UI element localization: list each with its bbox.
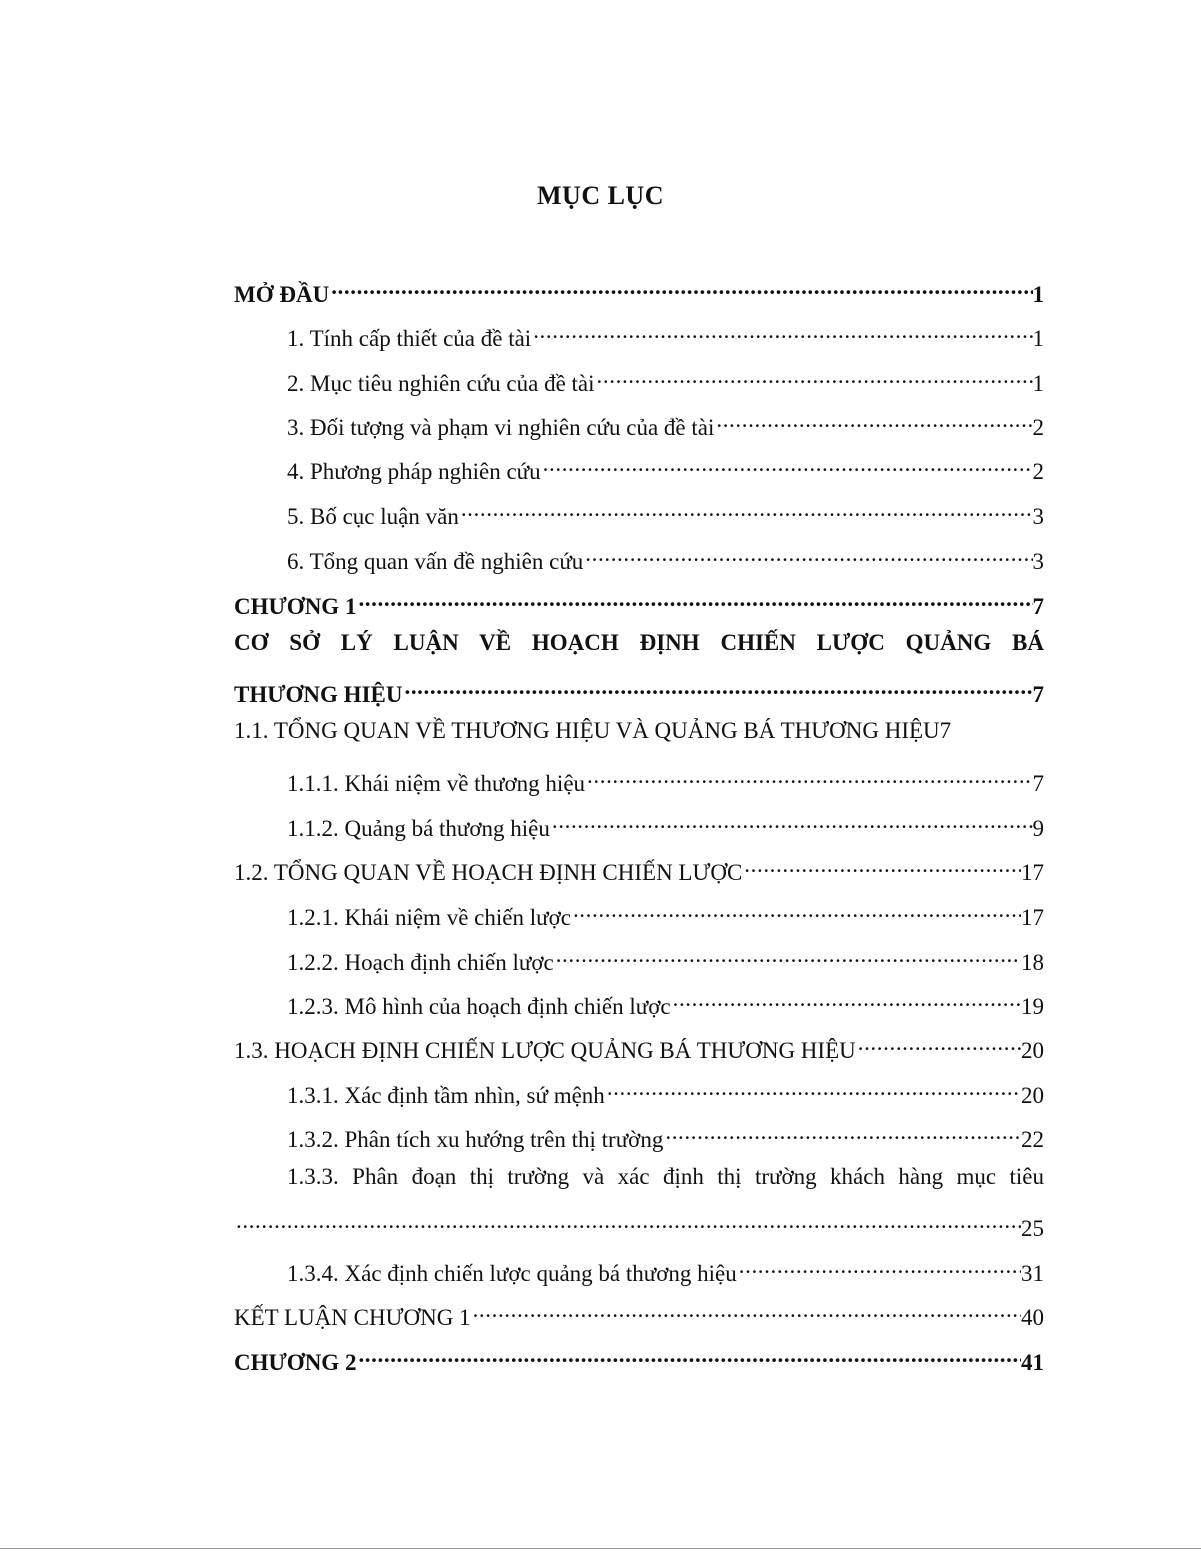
dot-leader [742,850,1021,880]
toc-entry-1-2[interactable] [234,850,1044,888]
toc-entry-5[interactable] [287,494,1044,532]
toc-entry-page: 3 [1032,549,1044,574]
dot-leader [856,1028,1021,1058]
toc-entry-page: 20 [1021,1038,1044,1063]
dot-leader [550,806,1033,836]
dot-leader [459,494,1033,524]
toc-entry-page: 7 [1032,594,1044,619]
toc-entry-co-so-ly-luan-line1[interactable]: CƠ SỞ LÝ LUẬN VỀ HOẠCH ĐỊNH CHIẾN LƯỢC QUẢNG BÁ [234,630,1044,655]
toc-entry-co-so-ly-luan[interactable] [234,672,1044,710]
toc-entry-page: 3 [1032,504,1044,529]
toc-entry-page: 41 [1021,1350,1044,1375]
dot-leader [595,361,1033,391]
toc-entry-1-2-2[interactable] [287,940,1044,978]
dot-leader [356,1340,1021,1370]
toc-entry-label: CHƯƠNG 2 [234,1350,357,1375]
toc-entry-mo-dau[interactable] [234,272,1044,310]
toc-entry-label: 6. Tổng quan vấn đề nghiên cứu [287,549,584,574]
toc-entry-1-3-1[interactable] [287,1073,1044,1111]
toc-entry-page: 1 [1032,371,1044,396]
dot-leader [531,316,1032,346]
dot-leader [663,1117,1021,1147]
toc-entry-1-1-1[interactable] [287,761,1044,799]
dot-leader [471,1295,1021,1325]
toc-entry-ket-luan-chuong-1[interactable] [234,1295,1044,1333]
toc-entry-page: 25 [1021,1216,1044,1241]
toc-entry-1-3[interactable] [234,1028,1044,1066]
dot-leader [737,1251,1021,1281]
dot-leader [234,1206,1021,1236]
toc-entry-4[interactable] [287,449,1044,487]
toc-entry-label: 1.3.4. Xác định chiến lược quảng bá thương hiệu [287,1261,737,1286]
toc-entry-1-3-4[interactable] [287,1251,1044,1289]
dot-leader [583,539,1032,569]
toc-entry-label: 3. Đối tượng và phạm vi nghiên cứu của đề tài [287,415,715,440]
dot-leader [605,1073,1021,1103]
toc-entry-label: 1.1.2. Quảng bá thương hiệu [287,816,550,841]
toc-entry-page: 17 [1021,860,1044,885]
toc-entry-1-3-3[interactable] [234,1206,1044,1244]
dot-leader [402,672,1032,702]
toc-entry-page: 1 [1032,282,1044,307]
dot-leader [571,895,1021,925]
toc-entry-page: 19 [1021,994,1044,1019]
toc-entry-label: MỞ ĐẦU [234,282,330,307]
toc-entry-1-2-1[interactable] [287,895,1044,933]
toc-entry-label: 1.2. TỔNG QUAN VỀ HOẠCH ĐỊNH CHIẾN LƯỢC [234,860,743,885]
toc-entry-label: 1.2.3. Mô hình của hoạch định chiến lược [287,994,671,1019]
toc-entry-label: 1.2.2. Hoạch định chiến lược [287,950,554,975]
toc-entry-2[interactable] [287,361,1044,399]
toc-entry-page: 20 [1021,1083,1044,1108]
toc-entry-chuong-2[interactable] [234,1340,1044,1378]
toc-entry-1-1-2[interactable] [287,806,1044,844]
toc-entry-page: 7 [1032,771,1044,796]
toc-entry-label: 4. Phương pháp nghiên cứu [287,459,541,484]
toc-entry-label: KẾT LUẬN CHƯƠNG 1 [234,1305,471,1330]
toc-entry-label: 1.3. HOẠCH ĐỊNH CHIẾN LƯỢC QUẢNG BÁ THƯƠNG HIỆU [234,1038,856,1063]
toc-entry-page: 2 [1032,415,1044,440]
toc-entry-6[interactable] [287,539,1044,577]
dot-leader [541,449,1033,479]
page-title: MỤC LỤC [537,181,664,210]
dot-leader [356,584,1032,614]
toc-entry-page: 7 [1032,682,1044,707]
dot-leader [671,984,1021,1014]
toc-entry-page: 1 [1032,326,1044,351]
toc-entry-label: 1.1. TỔNG QUAN VỀ THƯƠNG HIỆU VÀ QUẢNG BÁ THƯƠNG HIỆU [234,718,940,743]
toc-entry-1-3-2[interactable] [287,1117,1044,1155]
toc-entry-1-3-3-line1[interactable]: 1.3.3. Phân đoạn thị trường và xác định thị trường khách hàng mục tiêu [287,1164,1044,1189]
toc-entry-page: 31 [1021,1261,1044,1286]
toc-entry-label: 1. Tính cấp thiết của đề tài [287,326,532,351]
toc-entry-label: 2. Mục tiêu nghiên cứu của đề tài [287,371,595,396]
dot-leader [329,272,1032,302]
toc-entry-page: 18 [1021,950,1044,975]
toc-entry-label: 1.2.1. Khái niệm về chiến lược [287,905,571,930]
toc-entry-1-2-3[interactable] [287,984,1044,1022]
toc-entry-page: 17 [1021,905,1044,930]
toc-entry-3[interactable] [287,405,1044,443]
toc-entry-label: 1.3.2. Phân tích xu hướng trên thị trường [287,1127,664,1152]
toc-entry-label: THƯƠNG HIỆU [234,682,403,707]
toc-entry-page: 2 [1032,459,1044,484]
toc-entry-1-1[interactable] [234,716,1044,746]
toc-entry-page: 40 [1021,1305,1044,1330]
toc-entry-label: 1.3.1. Xác định tầm nhìn, sứ mệnh [287,1083,605,1108]
toc-entry-page: 22 [1021,1127,1044,1152]
toc-entry-page: 7 [939,718,952,743]
toc-entry-label: 5. Bố cục luận văn [287,504,459,529]
dot-leader [714,405,1032,435]
toc-entry-1[interactable] [287,316,1044,354]
toc-entry-label: CHƯƠNG 1 [234,594,357,619]
toc-entry-page: 9 [1032,816,1044,841]
toc-entry-label: 1.1.1. Khái niệm về thương hiệu [287,771,586,796]
dot-leader [554,940,1021,970]
dot-leader [585,761,1032,791]
page-bottom-divider [0,1548,1201,1549]
toc-entry-chuong-1[interactable] [234,584,1044,622]
